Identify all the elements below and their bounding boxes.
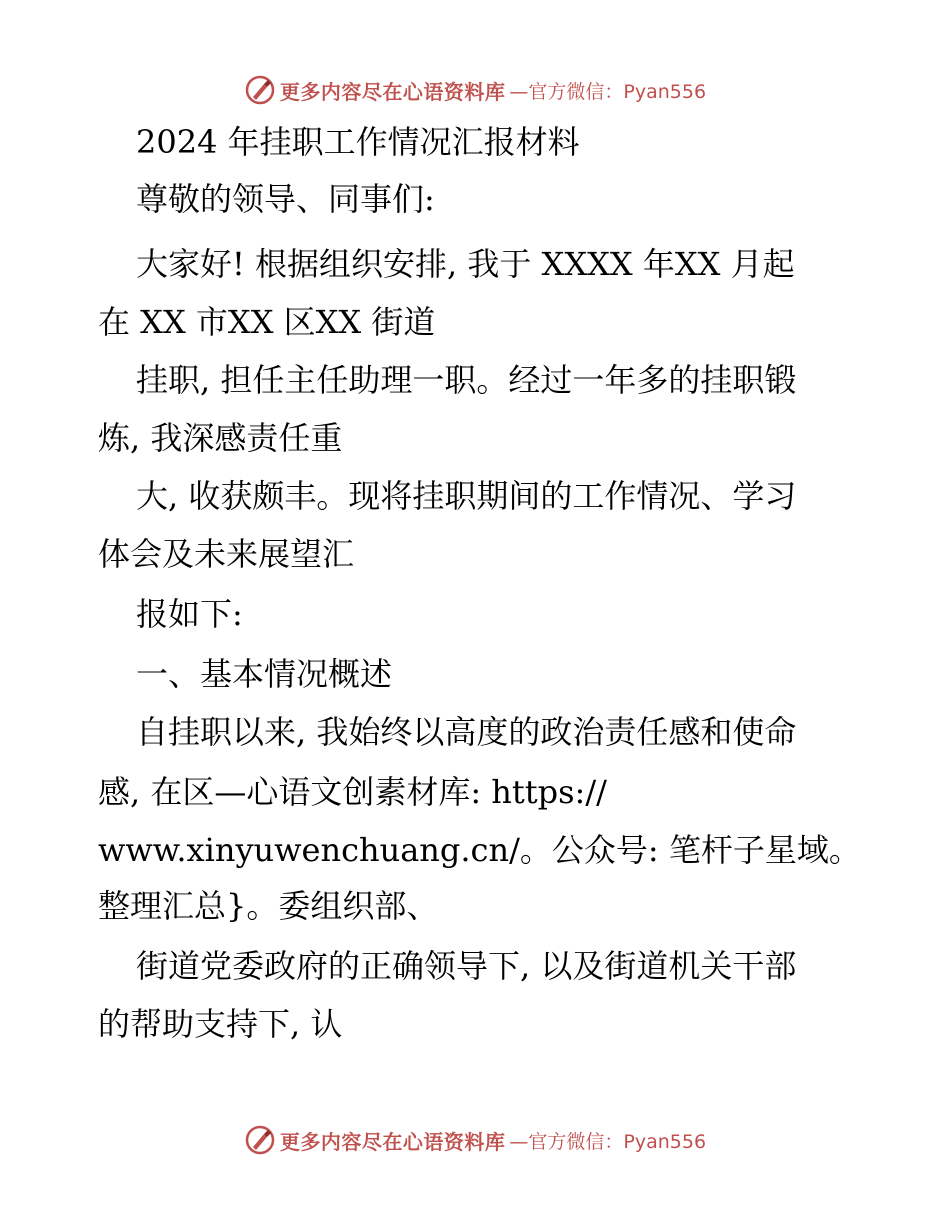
document-title: 2024 年挂职工作情况汇报材料 <box>136 123 580 161</box>
paragraph-line: 挂职, 担任主任助理一职。经过一年多的挂职锻 <box>136 361 797 399</box>
paragraph-line: 的帮助支持下, 认 <box>98 1005 343 1043</box>
paragraph-line: 报如下: <box>136 595 243 633</box>
paragraph-line: 在 XX 市XX 区XX 街道 <box>98 303 436 341</box>
pen-logo-icon <box>244 1124 276 1156</box>
paragraph-line: 大, 收获颇丰。现将挂职期间的工作情况、学习 <box>136 477 797 515</box>
paragraph-line: 大家好! 根据组织安排, 我于 XXXX 年XX 月起 <box>136 245 795 283</box>
pen-logo-icon <box>244 74 276 106</box>
paragraph-line: www.xinyuwenchuang.cn/。公众号: 笔杆子星域。 <box>98 831 861 869</box>
header-banner <box>0 70 950 110</box>
footer-banner <box>0 1120 950 1160</box>
header-banner-main-text: 更多内容尽在心语资料库 <box>279 79 506 104</box>
footer-banner-main-text: 更多内容尽在心语资料库 <box>279 1129 506 1154</box>
section-heading: 一、基本情况概述 <box>136 655 393 693</box>
paragraph-line: 街道党委政府的正确领导下, 以及街道机关干部 <box>136 947 797 985</box>
paragraph-line: 感, 在区—心语文创素材库: https:// <box>98 773 607 811</box>
paragraph-line: 体会及未来展望汇 <box>98 535 355 573</box>
header-banner-content <box>244 74 706 106</box>
footer-banner-sub-text: —官方微信：Pyan556 <box>509 1130 707 1153</box>
paragraph-line: 整理汇总}。委组织部、 <box>98 887 439 925</box>
header-banner-sub-text: —官方微信：Pyan556 <box>509 80 707 103</box>
footer-banner-content <box>244 1124 706 1156</box>
salutation: 尊敬的领导、同事们: <box>136 180 435 218</box>
paragraph-line: 自挂职以来, 我始终以高度的政治责任感和使命 <box>136 713 797 751</box>
paragraph-line: 炼, 我深感责任重 <box>98 419 343 457</box>
